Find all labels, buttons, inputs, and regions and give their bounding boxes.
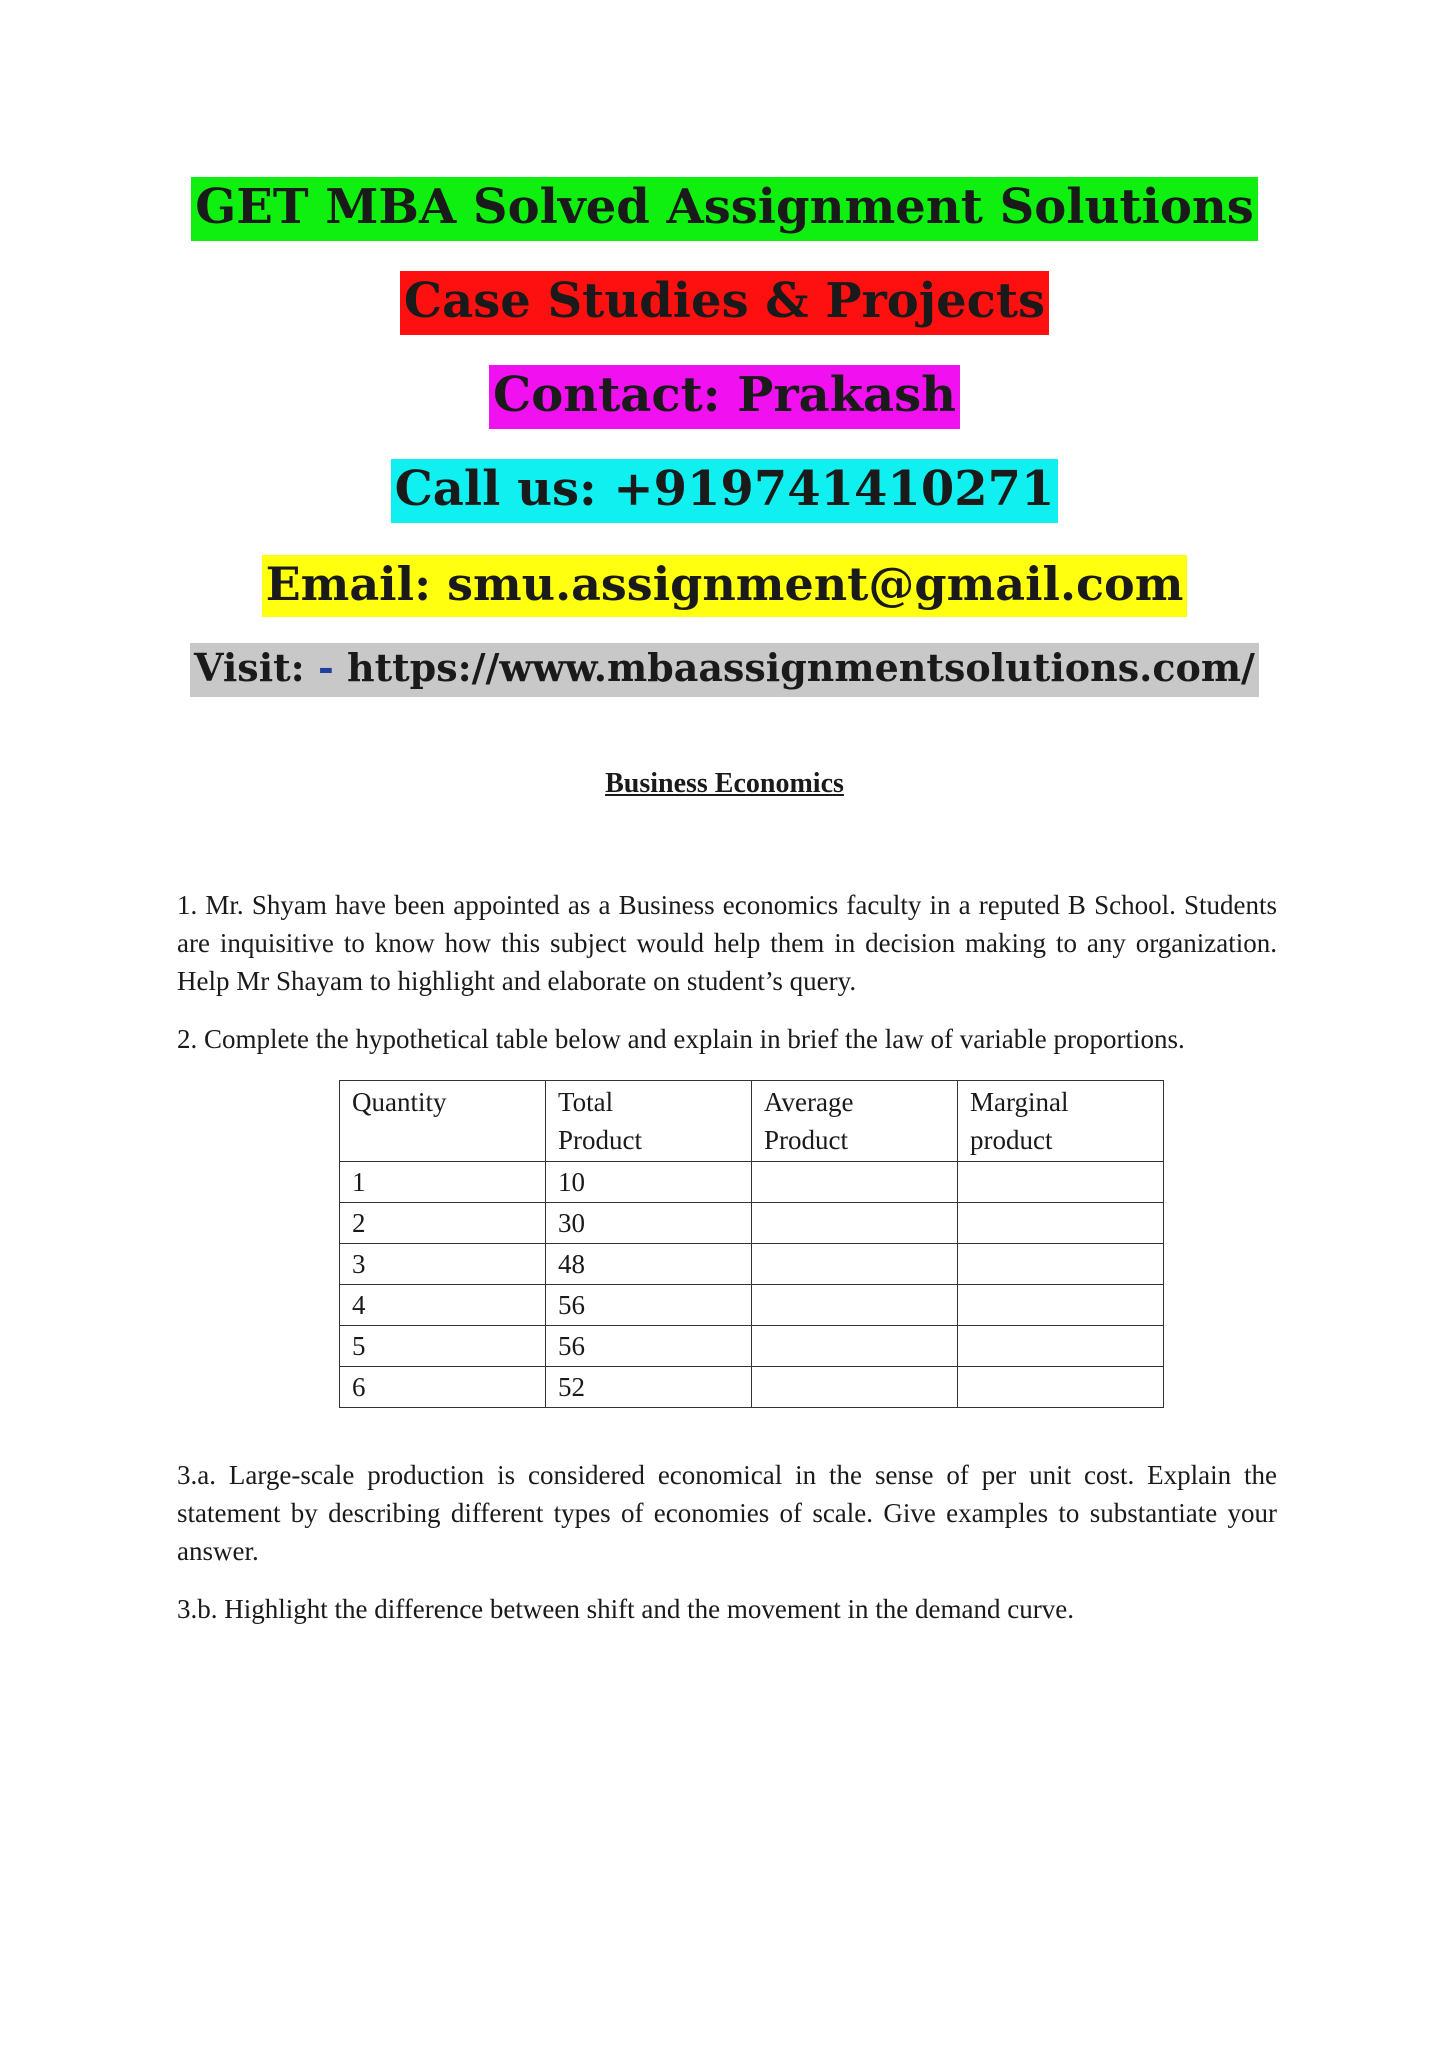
document-title: Business Economics <box>605 768 844 799</box>
banner-line-6 <box>190 643 1259 697</box>
cell-average <box>752 1326 958 1367</box>
cell-marginal <box>958 1367 1164 1408</box>
cell-total: 10 <box>546 1162 752 1203</box>
cell-average <box>752 1244 958 1285</box>
cell-marginal <box>958 1244 1164 1285</box>
header-marginal-product <box>958 1081 1164 1162</box>
question-2: 2. Complete the hypothetical table below and explain in brief the law of variable proportions. <box>177 1024 1185 1054</box>
cell-total: 52 <box>546 1367 752 1408</box>
question-1: 1. Mr. Shyam have been appointed as a Business economics faculty in a reputed B School. Students are inquisitive to know how this subject would help them in decision making to any organization. Help Mr Shayam to highlight and elaborate on student’s query. <box>177 890 1277 996</box>
visit-label: Visit: <box>194 645 318 690</box>
table-row <box>340 1326 1164 1367</box>
website-url: https://www.mbaassignmentsolutions.com/ <box>333 645 1255 690</box>
banner-services <box>0 271 1449 335</box>
cell-quantity: 6 <box>340 1367 546 1408</box>
cell-quantity: 2 <box>340 1203 546 1244</box>
header-total-label-1: Total <box>558 1087 614 1117</box>
cell-marginal <box>958 1162 1164 1203</box>
header-marginal-label-2: product <box>970 1125 1053 1155</box>
banner-line-4: Call us: +919741410271 <box>391 459 1059 523</box>
header-marginal-label-1: Marginal <box>970 1087 1069 1117</box>
cell-quantity: 5 <box>340 1326 546 1367</box>
banner-line-2: Case Studies & Projects <box>400 271 1049 335</box>
question-3b: 3.b. Highlight the difference between shift and the movement in the demand curve. <box>177 1594 1074 1624</box>
header-quantity-label: Quantity <box>352 1087 447 1117</box>
table-header-row <box>340 1081 1164 1162</box>
header-average-product <box>752 1081 958 1162</box>
table-row <box>340 1285 1164 1326</box>
banner-line-5: Email: smu.assignment@gmail.com <box>262 555 1188 617</box>
header-average-label-2: Product <box>764 1125 848 1155</box>
cell-average <box>752 1162 958 1203</box>
banner-line-3: Contact: Prakash <box>489 365 960 429</box>
cell-quantity: 1 <box>340 1162 546 1203</box>
cell-total: 56 <box>546 1285 752 1326</box>
header-quantity <box>340 1081 546 1162</box>
table-row <box>340 1203 1164 1244</box>
table-row <box>340 1367 1164 1408</box>
cell-quantity: 3 <box>340 1244 546 1285</box>
banner-phone <box>0 459 1449 523</box>
cell-marginal <box>958 1203 1164 1244</box>
cell-total: 48 <box>546 1244 752 1285</box>
banner-headline <box>0 177 1449 241</box>
banner-contact <box>0 365 1449 429</box>
header-total-product <box>546 1081 752 1162</box>
header-total-label-2: Product <box>558 1125 642 1155</box>
production-table <box>339 1080 1164 1408</box>
cell-marginal <box>958 1326 1164 1367</box>
header-average-label-1: Average <box>764 1087 854 1117</box>
cell-marginal <box>958 1285 1164 1326</box>
cell-quantity: 4 <box>340 1285 546 1326</box>
banner-website <box>0 643 1449 697</box>
cell-average <box>752 1285 958 1326</box>
visit-dash: - <box>317 645 334 690</box>
banner-email <box>0 555 1449 617</box>
table-row <box>340 1244 1164 1285</box>
banner-line-1: GET MBA Solved Assignment Solutions <box>191 177 1258 241</box>
question-3a: 3.a. Large-scale production is considered economical in the sense of per unit cost. Explain the statement by describing different types of economies of scale. Give examples to substantiate your answer. <box>177 1460 1277 1566</box>
cell-total: 30 <box>546 1203 752 1244</box>
cell-total: 56 <box>546 1326 752 1367</box>
table-row <box>340 1162 1164 1203</box>
cell-average <box>752 1367 958 1408</box>
cell-average <box>752 1203 958 1244</box>
